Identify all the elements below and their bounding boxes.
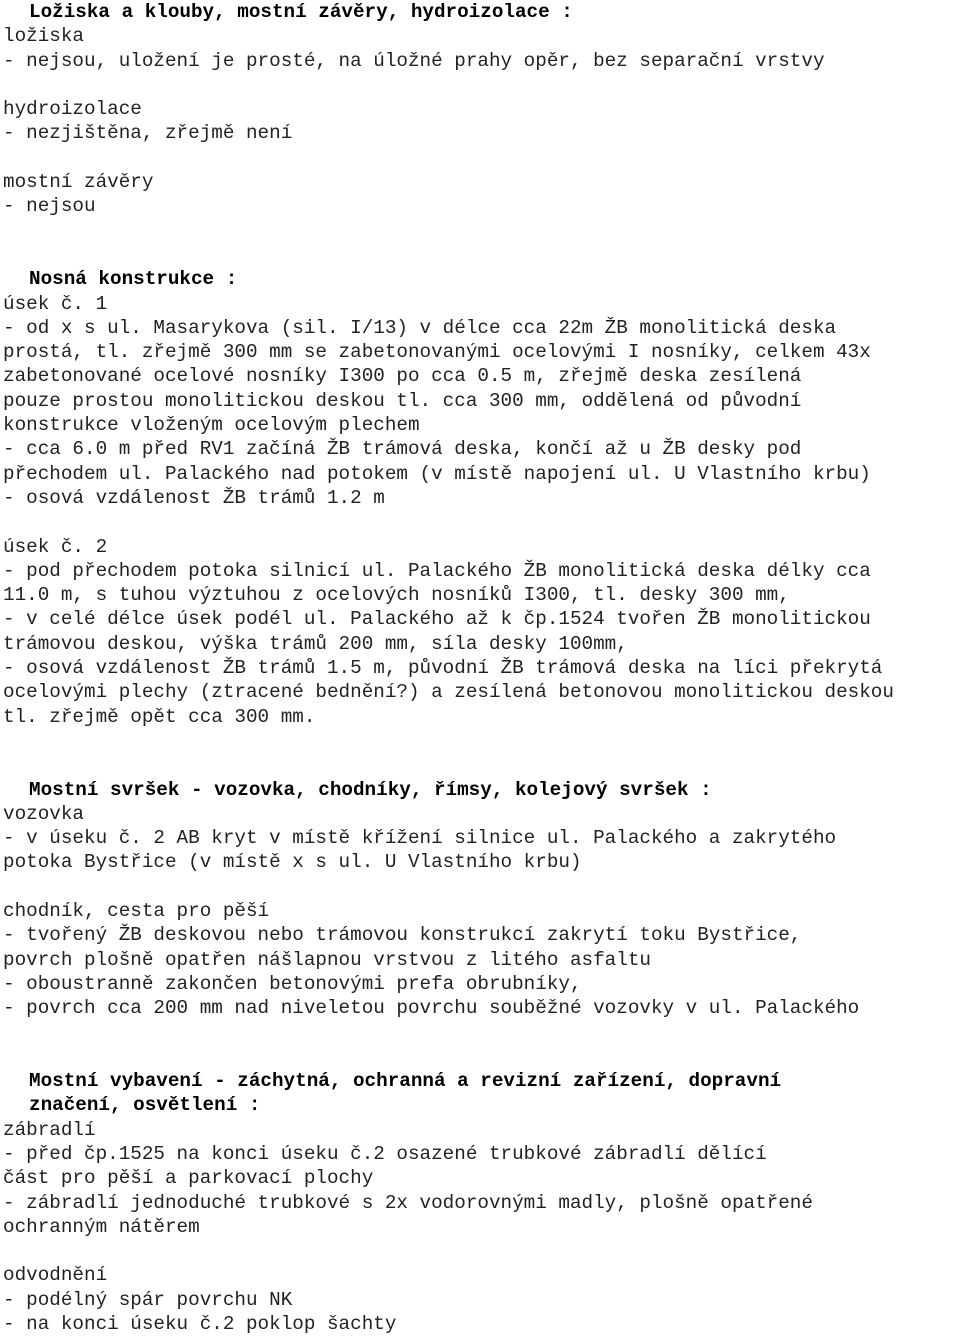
text-line: hydroizolace <box>3 98 142 121</box>
text-line: prostá, tl. zřejmě 300 mm se zabetonovanými ocelovými I nosníky, celkem 43x <box>3 341 871 364</box>
text-line: zabetonované ocelové nosníky I300 po cca 0.5 m, zřejmě deska zesílená <box>3 365 802 388</box>
text-line: - před čp.1525 na konci úseku č.2 osazené trubkové zábradlí dělící <box>3 1142 767 1165</box>
text-line: pouze prostou monolitickou deskou tl. cca 300 mm, oddělená od původní <box>3 389 802 412</box>
text-line: trámovou deskou, výška trámů 200 mm, síla desky 100mm, <box>3 632 628 655</box>
blank-line <box>3 875 960 899</box>
text-line: zábradlí <box>3 1118 96 1141</box>
text-line: odvodnění <box>3 1264 108 1287</box>
blank-line <box>3 510 960 534</box>
text-line: - podélný spár povrchu NK <box>3 1288 293 1311</box>
text-line: - v celé délce úsek podél ul. Palackého až k čp.1524 tvořen ŽB monolitickou <box>3 608 871 631</box>
text-line: ocelovými plechy (ztracené bednění?) a zesílená betonovou monolitickou deskou <box>3 681 894 704</box>
blank-line <box>3 219 960 243</box>
text-line: úsek č. 2 <box>3 535 108 558</box>
text-line: část pro pěší a parkovací plochy <box>3 1167 374 1190</box>
blank-line <box>3 1045 960 1069</box>
text-line: - osová vzdálenost ŽB trámů 1.2 m <box>3 486 385 509</box>
text-line: - zábradlí jednoduché trubkové s 2x vodorovnými madly, plošně opatřené <box>3 1191 813 1214</box>
text-line: mostní závěry <box>3 171 154 194</box>
blank-line <box>3 73 960 97</box>
blank-line <box>3 753 960 777</box>
text-line: tl. zřejmě opět cca 300 mm. <box>3 705 316 728</box>
text-line: úsek č. 1 <box>3 292 108 315</box>
blank-line <box>3 243 960 267</box>
text-line: - nejsou <box>3 195 96 218</box>
text-line: - od x s ul. Masarykova (sil. I/13) v délce cca 22m ŽB monolitická deska <box>3 316 837 339</box>
text-line: - v úseku č. 2 AB kryt v místě křížení silnice ul. Palackého a zakrytého <box>3 827 837 850</box>
text-line: vozovka <box>3 802 84 825</box>
text-line: - pod přechodem potoka silnicí ul. Palackého ŽB monolitická deska délky cca <box>3 559 871 582</box>
section-heading-continued: značení, osvětlení : <box>29 1094 261 1117</box>
text-line: - na konci úseku č.2 poklop šachty <box>3 1313 397 1336</box>
blank-line <box>3 146 960 170</box>
text-line: - povrch cca 200 mm nad niveletou povrchu souběžné vozovky v ul. Palackého <box>3 997 860 1020</box>
text-line: - oboustranně zakončen betonovými prefa obrubníky, <box>3 972 582 995</box>
blank-line <box>3 729 960 753</box>
text-line: povrch plošně opatřen nášlapnou vrstvou z litého asfaltu <box>3 948 651 971</box>
text-line: - osová vzdálenost ŽB trámů 1.5 m, původní ŽB trámová deska na líci překrytá <box>3 657 883 680</box>
blank-line <box>3 1239 960 1263</box>
text-line: ochranným nátěrem <box>3 1215 200 1238</box>
section-heading: Mostní vybavení - záchytná, ochranná a revizní zařízení, dopravní <box>29 1070 782 1093</box>
text-line: - cca 6.0 m před RV1 začíná ŽB trámová deska, končí až u ŽB desky pod <box>3 438 802 461</box>
text-line: přechodem ul. Palackého nad potokem (v místě napojení ul. U Vlastního krbu) <box>3 462 871 485</box>
section-heading: Mostní svršek - vozovka, chodníky, římsy, kolejový svršek : <box>29 778 712 801</box>
text-line: - nejsou, uložení je prosté, na úložné prahy opěr, bez separační vrstvy <box>3 49 825 72</box>
text-line: - nezjištěna, zřejmě není <box>3 122 293 145</box>
blank-line <box>3 1020 960 1044</box>
section-heading: Ložiska a klouby, mostní závěry, hydroizolace : <box>29 1 573 23</box>
text-line: 11.0 m, s tuhou výztuhou z ocelových nosníků I300, tl. desky 300 mm, <box>3 584 790 607</box>
text-line: potoka Bystřice (v místě x s ul. U Vlastního krbu) <box>3 851 582 874</box>
text-line: chodník, cesta pro pěší <box>3 899 270 922</box>
text-line: ložiska <box>3 25 84 48</box>
text-line: - tvořený ŽB deskovou nebo trámovou konstrukcí zakrytí toku Bystřice, <box>3 924 802 947</box>
section-heading: Nosná konstrukce : <box>29 268 238 291</box>
text-line: konstrukce vloženým ocelovým plechem <box>3 414 420 437</box>
